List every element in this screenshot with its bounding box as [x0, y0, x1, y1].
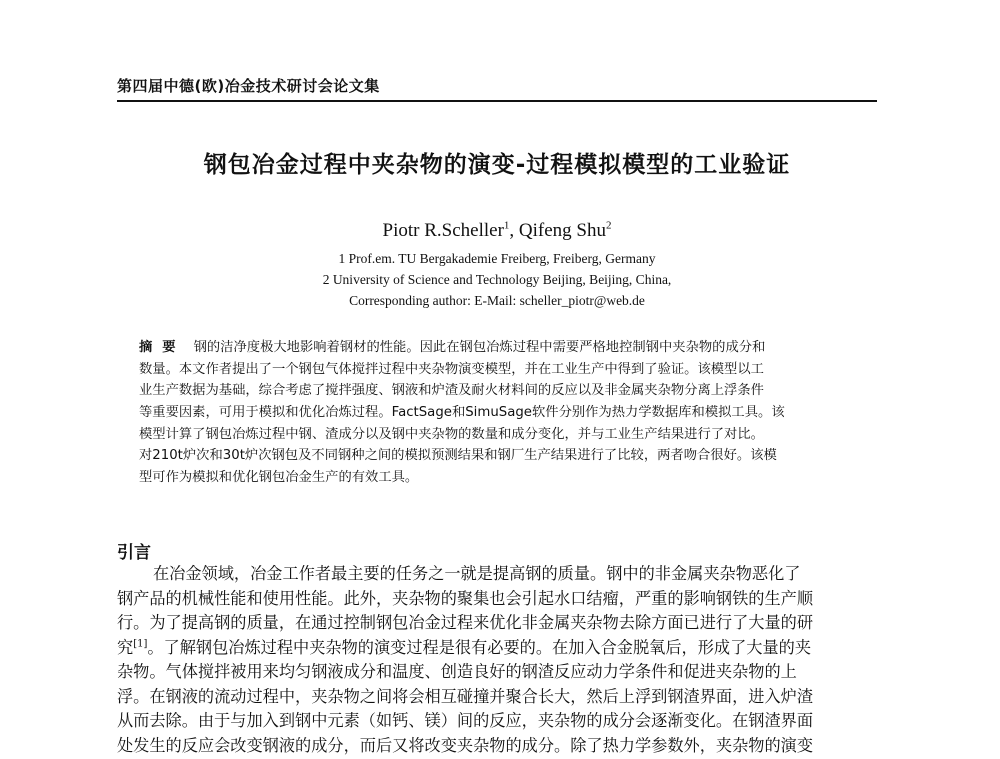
- affiliation: 2 University of Science and Technology Beijing, Beijing, China,: [322, 272, 672, 287]
- body-text-fragment: 。了解钢包冶炼过程中夹杂物的演变过程是很有必要的。在加入合金脱氧后，形成了大量的夹: [147, 637, 812, 657]
- author-affiliation-mark: 1: [503, 219, 510, 232]
- corresponding-author: Corresponding author: E-Mail: scheller_piotr@web.de: [349, 293, 645, 308]
- body-text-fragment: 究: [117, 637, 134, 657]
- abstract-line: 等重要因素，可用于模拟和优化冶炼过程。FactSage和SimuSage软件分别作为热力学数据库和模拟工具。该: [139, 405, 785, 421]
- body-line: 浮。在钢液的流动过程中，夹杂物之间将会相互碰撞并聚合长大，然后上浮到钢渣界面，进入炉渣: [117, 686, 814, 706]
- abstract-text: 钢的洁净度极大地影响着钢材的性能。因此在钢包冶炼过程中需要严格地控制钢中夹杂物的成分和: [193, 340, 766, 355]
- running-header: [117, 72, 877, 102]
- abstract-line: 业生产数据为基础，综合考虑了搅拌强度、钢液和炉渣及耐火材料间的反应以及非金属夹杂物分离上浮条件: [139, 383, 764, 399]
- body-line: 钢产品的机械性能和使用性能。此外，夹杂物的聚集也会引起水口结瘤，严重的影响钢铁的生产顺: [117, 588, 814, 608]
- body-line: 从而去除。由于与加入到钢中元素（如钙、镁）间的反应，夹杂物的成分会逐渐变化。在钢渣界面: [117, 711, 814, 730]
- author-name: Piotr R.Scheller: [382, 220, 504, 241]
- abstract-line: 型可作为模拟和优化钢包冶金生产的有效工具。: [139, 470, 419, 486]
- introduction-body: [117, 562, 881, 758]
- abstract-line: 对210t炉次和30t炉次钢包及不同钢种之间的模拟预测结果和钢厂生产结果进行了比较，两者吻合很好。该模: [139, 448, 777, 464]
- paper-title: 钢包冶金过程中夹杂物的演变-过程模拟模型的工业验证: [203, 152, 791, 178]
- body-line: 行。为了提高钢的质量，在通过控制钢包冶金过程来优化非金属夹杂物去除方面已进行了大量的研: [117, 613, 814, 632]
- author-name: Qifeng Shu: [518, 220, 606, 241]
- body-line: 在冶金领域，冶金工作者最主要的任务之一就是提高钢的质量。钢中的非金属夹杂物恶化了: [153, 564, 801, 583]
- abstract: [139, 337, 861, 489]
- citation-reference: [1]: [133, 638, 148, 650]
- abstract-line: 模型计算了钢包冶炼过程中钢、渣成分以及钢中夹杂物的数量和成分变化，并与工业生产结果进行了对比。: [139, 426, 764, 442]
- abstract-label: 摘要: [139, 340, 186, 355]
- abstract-line: 数量。本文作者提出了一个钢包气体搅拌过程中夹杂物演变模型，并在工业生产中得到了验证。该模型以工: [139, 361, 764, 377]
- author-affiliation-mark: 2: [605, 219, 612, 232]
- body-line: 杂物。气体搅拌被用来均匀钢液成分和温度、创造良好的钢渣反应动力学条件和促进夹杂物的上: [117, 662, 797, 681]
- affiliation: 1 Prof.em. TU Bergakademie Freiberg, Freiberg, Germany: [338, 251, 656, 266]
- section-heading: 引言: [117, 543, 151, 563]
- body-line: 处发生的反应会改变钢液的成分，而后又将改变夹杂物的成分。除了热力学参数外，夹杂物的演变: [117, 735, 814, 755]
- abstract-line: [139, 337, 861, 359]
- author-line: [117, 220, 877, 242]
- running-header-text: 第四届中德(欧)冶金技术研讨会论文集: [117, 77, 380, 95]
- body-line: [117, 636, 881, 661]
- author-separator: ,: [509, 220, 519, 241]
